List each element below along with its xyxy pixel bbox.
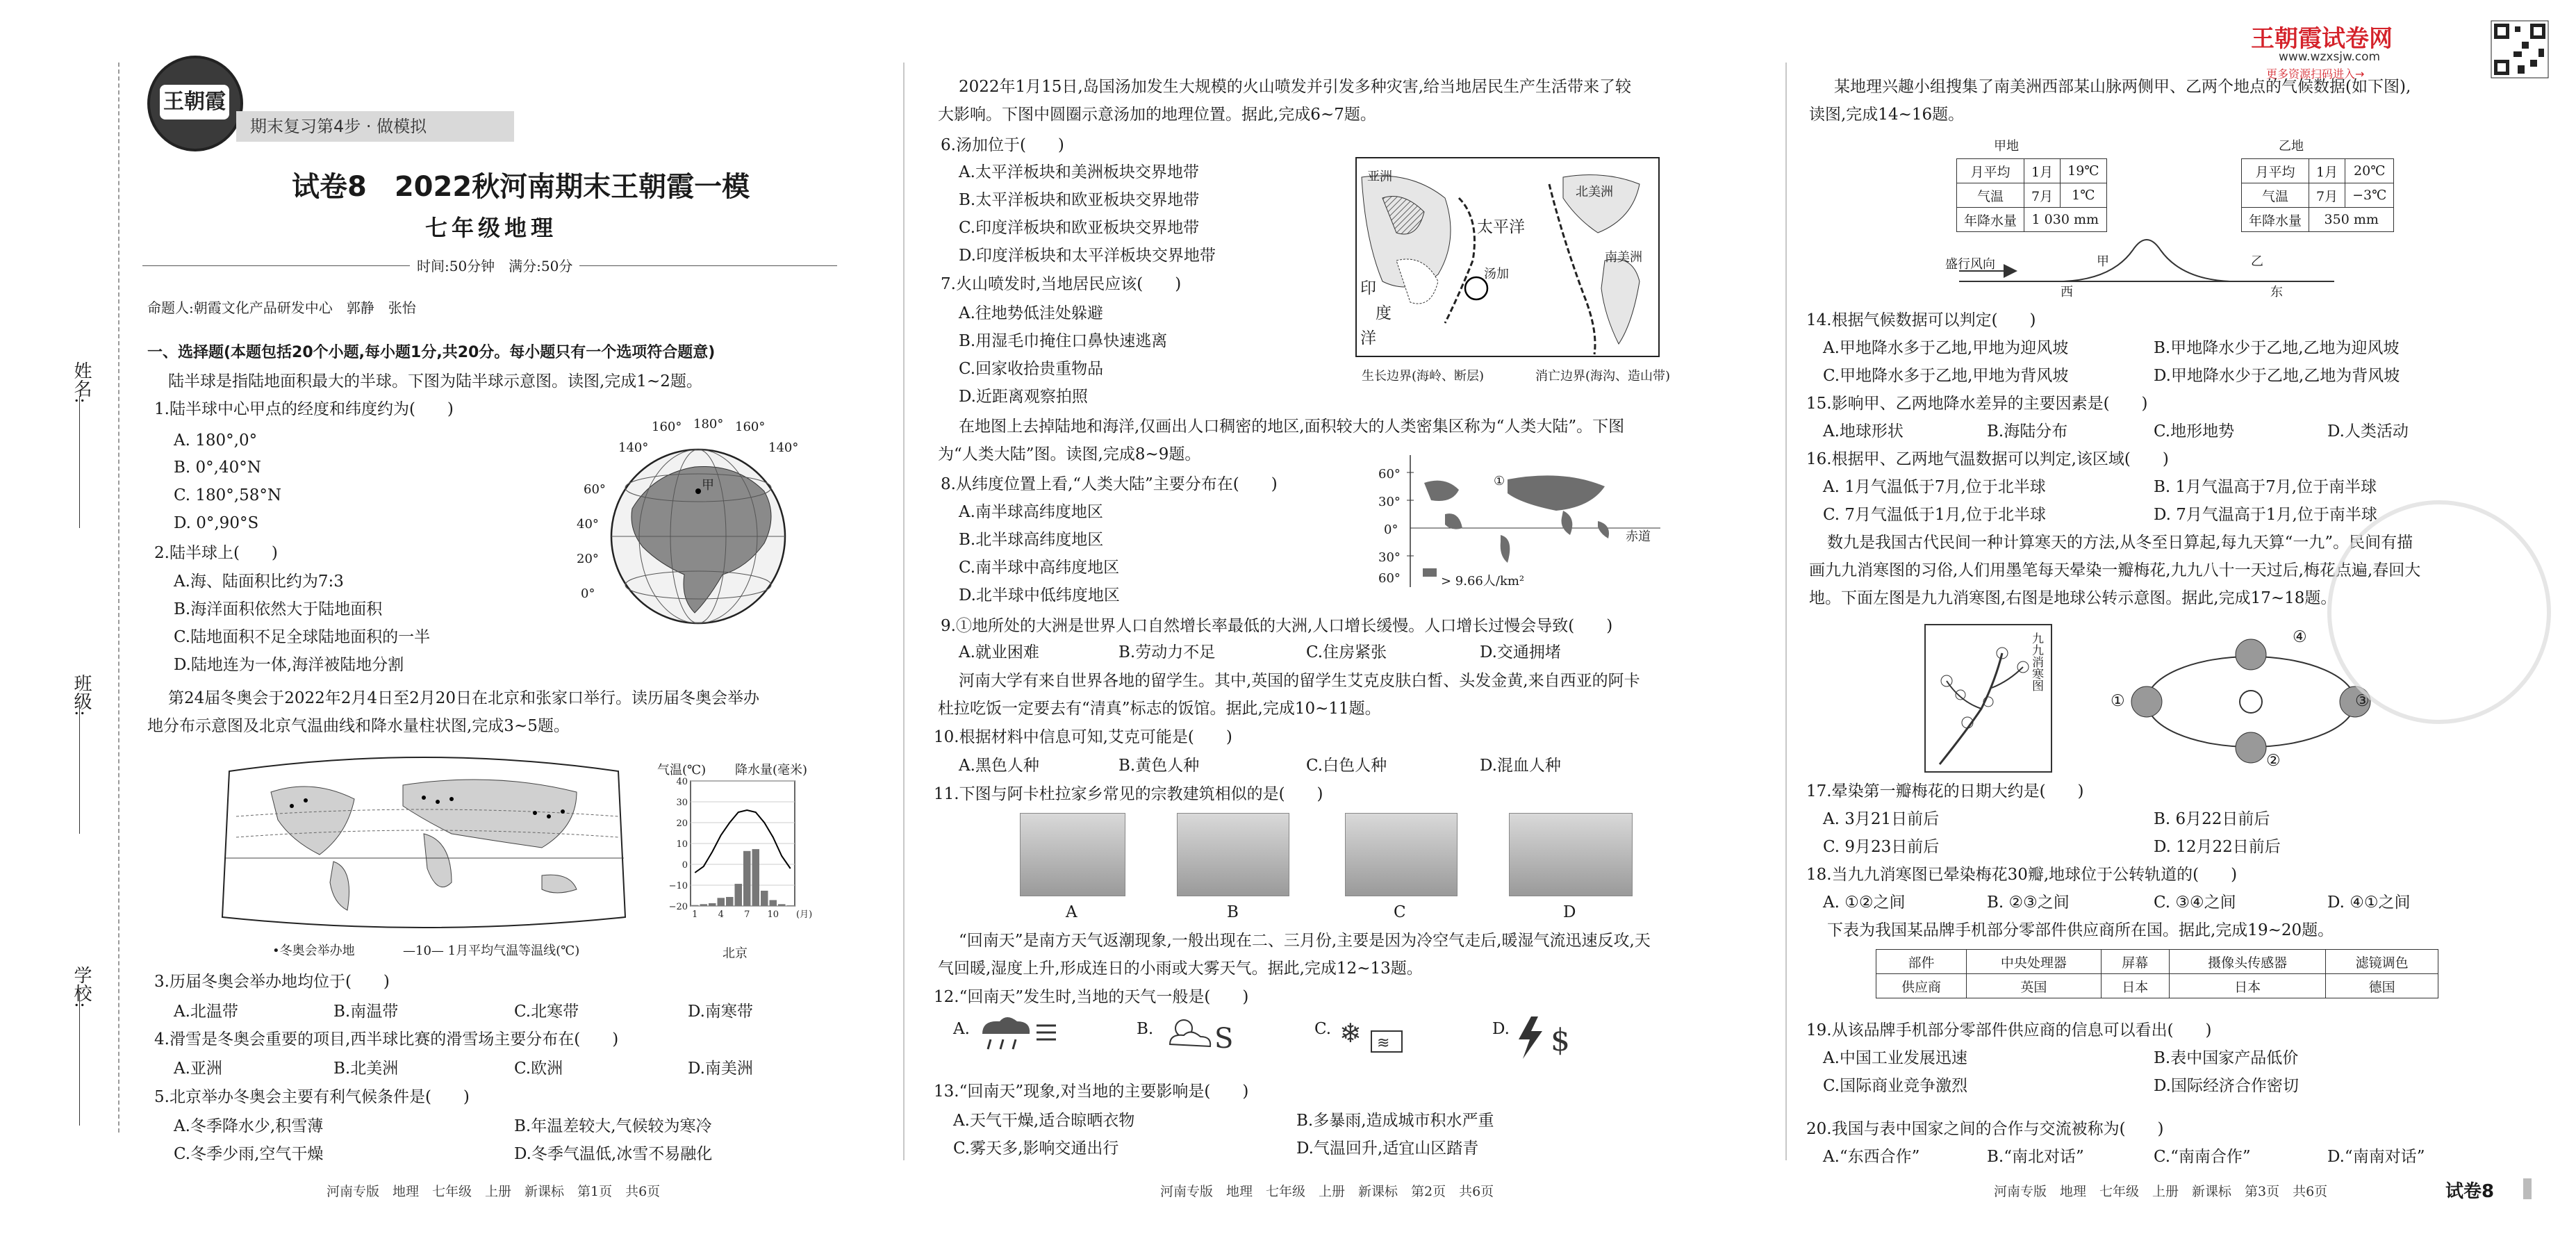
q6-option-a[interactable]: A.太平洋板块和美洲板块交界地带 <box>959 163 1199 181</box>
q16-option-a[interactable]: A. 1月气温低于7月,位于北半球 <box>1823 478 2046 496</box>
q17-option-b[interactable]: B. 6月22日前后 <box>2154 810 2270 828</box>
human-continent-map <box>1403 452 1660 591</box>
table-cell: 年降水量 <box>2242 208 2309 232</box>
plate-legend-growth: 生长边界(海岭、断层) <box>1362 369 1485 384</box>
q13-stem: 13.“回南天”现象,对当地的主要影响是( ) <box>934 1083 1249 1101</box>
q15-option-c[interactable]: C.地形地势 <box>2154 422 2235 441</box>
q18-option-a[interactable]: A. ①②之间 <box>1823 894 1906 912</box>
q18-option-d[interactable]: D. ④①之间 <box>2327 894 2411 912</box>
step-banner: 期末复习第4步 · 做模拟 <box>236 111 514 142</box>
plate-label-pacific: 太平洋 <box>1477 218 1525 236</box>
plate-label-asia: 亚洲 <box>1367 170 1392 184</box>
weather-snow-icon <box>1335 1013 1419 1062</box>
q1-option-a[interactable]: A. 180°,0° <box>174 431 258 450</box>
pop-map-lat-label: 60° <box>1378 571 1401 586</box>
brand-logo <box>147 56 243 151</box>
q3-5-intro-line2: 地分布示意图及北京气温曲线和降水量柱状图,完成3~5题。 <box>147 717 570 735</box>
q7-stem: 7.火山喷发时,当地居民应该( ) <box>941 275 1182 293</box>
q5-stem: 5.北京举办冬奥会主要有利气候条件是( ) <box>154 1088 470 1106</box>
q8-option-b[interactable]: B.北半球高纬度地区 <box>959 531 1104 549</box>
q13-option-c[interactable]: C.雾天多,影响交通出行 <box>953 1139 1119 1158</box>
table-cell: 供应商 <box>1876 974 1967 998</box>
q5-option-c[interactable]: C.冬季少雨,空气干燥 <box>174 1145 324 1163</box>
page-footer: 河南专版 地理 七年级 上册 新课标 第3页 共6页 <box>1994 1184 2328 1199</box>
building-photo-c <box>1345 813 1458 896</box>
orbit-position-4: ④ <box>2293 628 2307 646</box>
q10-stem: 10.根据材料中信息可知,艾克可能是( ) <box>934 728 1232 746</box>
q17-option-a[interactable]: A. 3月21日前后 <box>1823 810 1940 828</box>
q1-option-c[interactable]: C. 180°,58°N <box>174 486 282 504</box>
q19-option-b[interactable]: B.表中国家产品低价 <box>2154 1049 2299 1067</box>
q14-option-c[interactable]: C.甲地降水多于乙地,甲地为背风坡 <box>1823 367 2069 385</box>
pop-map-lat-label: 30° <box>1378 550 1401 565</box>
q9-option-b[interactable]: B.劳动力不足 <box>1118 643 1216 661</box>
q3-5-intro-line1: 第24届冬奥会于2022年2月4日至2月20日在北京和张家口举行。读历届冬奥会举办 <box>168 689 759 707</box>
q1-2-intro: 陆半球是指陆地面积最大的半球。下图为陆半球示意图。读图,完成1~2题。 <box>168 372 702 390</box>
q2-option-c[interactable]: C.陆地面积不足全球陆地面积的一半 <box>174 628 431 646</box>
q14-option-a[interactable]: A.甲地降水多于乙地,甲地为迎风坡 <box>1823 339 2069 357</box>
q10-option-b[interactable]: B.黄色人种 <box>1118 757 1200 775</box>
q17-18-intro-line3: 地。下面左图是九九消寒图,右图是地球公转示意图。据此,完成17~18题。 <box>1809 589 2337 607</box>
precip-bar <box>726 897 734 906</box>
precip-bar <box>778 904 786 906</box>
q1-option-b[interactable]: B. 0°,40°N <box>174 459 261 477</box>
q17-stem: 17.晕染第一瓣梅花的日期大约是( ) <box>1806 782 2084 800</box>
precip-bar <box>787 905 795 906</box>
pop-map-lat-label: 30° <box>1378 495 1401 509</box>
temp-tick-label: −20 <box>668 902 688 912</box>
plate-label-indian: 度 <box>1376 304 1392 322</box>
name-field-line[interactable] <box>79 396 80 528</box>
q6-option-c[interactable]: C.印度洋板块和欧亚板块交界地带 <box>959 219 1200 237</box>
precip-bar <box>761 891 768 906</box>
svg-text:❄: ❄ <box>1339 1018 1362 1048</box>
weather-rain-fog-icon <box>975 1013 1059 1062</box>
plate-label-south-america: 南美洲 <box>1605 250 1642 265</box>
table-cell: 350 mm <box>2309 208 2394 232</box>
plum-chart-caption: 九九消寒图 <box>2029 632 2043 691</box>
pop-map-lat-label: 0° <box>1384 522 1398 537</box>
table-cell: 德国 <box>2326 974 2438 998</box>
climate-chart-title: 北京 <box>723 946 748 961</box>
precip-bar <box>752 849 760 906</box>
weather-sun-cloud-dust-icon <box>1156 1013 1239 1062</box>
q18-option-b[interactable]: B. ②③之间 <box>1987 894 2070 912</box>
pop-map-marker: ① <box>1494 474 1505 488</box>
q14-stem: 14.根据气候数据可以判定( ) <box>1806 311 2036 329</box>
q4-option-c[interactable]: C.欧洲 <box>514 1060 563 1078</box>
table-header-cell: 滤镜调色 <box>2326 950 2438 974</box>
table-cell: 年降水量 <box>1957 208 2024 232</box>
table-cell: 20℃ <box>2345 159 2394 183</box>
q10-11-intro-line1: 河南大学有来自世界各地的留学生。其中,英国的留学生艾克皮肤白皙、头发金黄,来自西亚的阿卡 <box>959 672 1640 690</box>
site-jia-table <box>1956 158 2107 232</box>
q16-option-c[interactable]: C. 7月气温低于1月,位于北半球 <box>1823 506 2046 524</box>
q2-stem: 2.陆半球上( ) <box>154 544 278 562</box>
class-field-line[interactable] <box>79 702 80 834</box>
table-header-cell: 摄像头传感器 <box>2170 950 2326 974</box>
map-legend-isotherm: —10— 1月平均气温等温线(℃) <box>403 944 580 958</box>
q17-18-intro-line2: 画九九消寒图的习俗,人们用墨笔每天晕染一瓣梅花,九九八十一天过后,梅花点遍,春回大 <box>1809 561 2421 579</box>
q8-9-intro-line1: 在地图上去掉陆地和海洋,仅画出人口稠密的地区,面积较大的人类密集区称为“人类大陆”。下图 <box>959 418 1625 436</box>
mountain-east-label: 东 <box>2270 285 2283 299</box>
globe-lat-label: 40° <box>577 517 599 532</box>
q2-option-d[interactable]: D.陆地连为一体,海洋被陆地分割 <box>174 656 404 674</box>
precip-bar <box>743 851 751 906</box>
globe-lon-label: 140° <box>768 441 799 455</box>
q19-stem: 19.从该品牌手机部分零部件供应商的信息可以看出( ) <box>1806 1021 2212 1039</box>
q2-option-b[interactable]: B.海洋面积依然大于陆地面积 <box>174 600 383 618</box>
q20-stem: 20.我国与表中国家之间的合作与交流被称为( ) <box>1806 1120 2164 1138</box>
q13-option-a[interactable]: A.天气干燥,适合晾晒衣物 <box>953 1112 1135 1130</box>
q7-option-c[interactable]: C.回家收拾贵重物品 <box>959 360 1104 378</box>
q14-option-b[interactable]: B.甲地降水少于乙地,乙地为迎风坡 <box>2154 339 2400 357</box>
q6-option-b[interactable]: B.太平洋板块和欧亚板块交界地带 <box>959 191 1200 209</box>
table-cell: 1月 <box>2309 159 2345 183</box>
svg-text:$: $ <box>1551 1023 1570 1058</box>
q17-option-c[interactable]: C. 9月23日前后 <box>1823 838 1940 856</box>
q8-option-d[interactable]: D.北半球中低纬度地区 <box>959 586 1120 604</box>
table-header-cell: 屏幕 <box>2101 950 2169 974</box>
site-yi-table <box>2241 158 2394 232</box>
q6-option-d[interactable]: D.印度洋板块和太平洋板块交界地带 <box>959 247 1216 265</box>
q8-9-intro-line2: 为“人类大陆”图。读图,完成8~9题。 <box>938 445 1201 463</box>
q9-option-d[interactable]: D.交通拥堵 <box>1480 643 1561 661</box>
watermark-seal <box>2327 500 2551 724</box>
plate-label-indian: 洋 <box>1360 329 1376 347</box>
month-tick-label: 10 <box>767 909 779 920</box>
temp-tick-label: −10 <box>668 881 688 891</box>
q9-stem: 9.①地所处的大洲是世界人口自然增长率最低的大洲,人口增长缓慢。人口增长过慢会导致( ) <box>941 617 1613 635</box>
q10-11-intro-line2: 杜拉吃饭一定要去有“清真”标志的饭馆。据此,完成10~11题。 <box>938 700 1381 718</box>
pop-map-equator-label: 赤道 <box>1626 529 1651 544</box>
supplier-table <box>1876 949 2438 998</box>
building-photo-a <box>1020 813 1125 896</box>
q17-option-d[interactable]: D. 12月22日前后 <box>2154 838 2281 856</box>
binding-line <box>118 63 119 1133</box>
wind-direction-label: 盛行风向 <box>1945 257 1995 272</box>
q18-stem: 18.当九九消寒图已晕染梅花30瓣,地球位于公转轨道的( ) <box>1806 866 2238 884</box>
temp-tick-label: 30 <box>676 798 688 808</box>
q5-option-d[interactable]: D.冬季气温低,冰雪不易融化 <box>514 1145 713 1163</box>
q8-stem: 8.从纬度位置上看,“人类大陆”主要分布在( ) <box>941 475 1278 493</box>
exam-subtitle: 七年级地理 <box>425 215 558 241</box>
building-photo-d <box>1509 813 1633 896</box>
qr-code-icon[interactable] <box>2491 21 2548 78</box>
table-cell: 1℃ <box>2061 183 2106 208</box>
q3-stem: 3.历届冬奥会举办地均位于( ) <box>154 973 390 991</box>
orbit-position-2: ② <box>2266 752 2281 770</box>
q19-option-d[interactable]: D.国际经济合作密切 <box>2154 1077 2299 1095</box>
class-field-label: 班级: <box>71 674 92 716</box>
section-heading: 一、选择题(本题包括20个小题,每小题1分,共20分。每小题只有一个选项符合题意) <box>147 344 716 361</box>
q2-option-a[interactable]: A.海、陆面积比约为7:3 <box>174 573 344 591</box>
q13-option-d[interactable]: D.气温回升,适宜山区踏青 <box>1296 1139 1479 1158</box>
q10-option-a[interactable]: A.黑色人种 <box>959 757 1039 775</box>
table-cell: 1 030 mm <box>2024 208 2107 232</box>
page-footer: 河南专版 地理 七年级 上册 新课标 第2页 共6页 <box>1160 1184 1494 1199</box>
q8-option-c[interactable]: C.南半球中高纬度地区 <box>959 559 1120 577</box>
q12-stem: 12.“回南天”发生时,当地的天气一般是( ) <box>934 988 1249 1006</box>
q12-option-c[interactable]: C. <box>1314 1020 1332 1038</box>
q16-option-b[interactable]: B. 1月气温高于7月,位于南半球 <box>2154 478 2377 496</box>
globe-lat-label: 60° <box>584 482 606 497</box>
site-name: 王朝霞试卷网 <box>2251 25 2393 53</box>
q15-stem: 15.影响甲、乙两地降水差异的主要因素是( ) <box>1806 395 2148 413</box>
plate-label-indian: 印 <box>1360 279 1376 297</box>
orbit-position-1: ① <box>2111 692 2125 710</box>
q5-option-a[interactable]: A.冬季降水少,积雪薄 <box>174 1117 324 1135</box>
q20-option-c[interactable]: C.“南南合作” <box>2154 1148 2251 1166</box>
precip-bar <box>770 900 777 906</box>
q19-20-intro: 下表为我国某品牌手机部分零部件供应商所在国。据此,完成19~20题。 <box>1827 921 2334 939</box>
exam-title: 试卷8 2022秋河南期末王朝霞一模 <box>292 171 750 203</box>
table-header-cell: 部件 <box>1876 950 1967 974</box>
precip-bar <box>709 903 716 906</box>
q16-option-d[interactable]: D. 7月气温高于1月,位于南半球 <box>2154 506 2377 524</box>
q7-option-b[interactable]: B.用湿毛巾掩住口鼻快速逃离 <box>959 332 1168 350</box>
table-cell: 气温 <box>2242 183 2309 208</box>
table-cell: 1月 <box>2024 159 2061 183</box>
temperature-line <box>695 810 791 873</box>
site-slogan: 更多资源扫码进入→ <box>2266 67 2365 81</box>
q13-option-b[interactable]: B.多暴雨,造成城市积水严重 <box>1296 1112 1494 1130</box>
q5-option-b[interactable]: B.年温差较大,气候较为寒冷 <box>514 1117 712 1135</box>
climate-temp-axis-title: 气温(℃) <box>657 763 707 777</box>
svg-text:≋: ≋ <box>1377 1035 1390 1052</box>
tag-marker <box>2523 1178 2532 1199</box>
exam-authors: 命题人:朝霞文化产品研发中心 郭静 张怡 <box>147 299 416 316</box>
globe-lat-label: 20° <box>577 552 599 566</box>
q7-option-d[interactable]: D.近距离观察拍照 <box>959 388 1088 406</box>
table-cell: 英国 <box>1967 974 2101 998</box>
q12-option-d[interactable]: D. <box>1492 1020 1510 1038</box>
plate-legend-subduction: 消亡边界(海沟、造山带) <box>1535 369 1671 384</box>
q12-option-b[interactable]: B. <box>1137 1020 1154 1038</box>
column-divider <box>1785 63 1787 1160</box>
q9-option-c[interactable]: C.住房紧张 <box>1306 643 1387 661</box>
month-tick-label: 1 <box>692 909 698 920</box>
site-jia-title: 甲地 <box>1994 139 2019 154</box>
temp-tick-label: 10 <box>676 839 688 850</box>
q4-option-b[interactable]: B.北美洲 <box>333 1060 399 1078</box>
exam-meta: 时间:50分钟 满分:50分 <box>410 256 579 277</box>
table-cell: 日本 <box>2101 974 2169 998</box>
column-divider <box>903 63 905 1160</box>
mountain-profile <box>1959 229 2348 292</box>
q11-option-c[interactable]: C <box>1394 903 1406 921</box>
mountain-yi-label: 乙 <box>2251 254 2263 269</box>
q15-option-b[interactable]: B.海陆分布 <box>1987 422 2068 441</box>
precip-bar <box>718 898 725 906</box>
precip-bar <box>691 905 699 906</box>
orbit-position-3: ③ <box>2355 692 2370 710</box>
q4-stem: 4.滑雪是冬奥会重要的项目,西半球比赛的滑雪场主要分布在( ) <box>154 1030 619 1048</box>
school-field-label: 学校: <box>71 966 92 1008</box>
q11-option-a[interactable]: A <box>1066 903 1078 921</box>
q9-option-a[interactable]: A.就业困难 <box>959 643 1039 661</box>
month-axis-label: (月) <box>796 909 813 920</box>
pop-map-lat-label: 60° <box>1378 467 1401 481</box>
svg-text:S: S <box>1214 1023 1234 1055</box>
q4-option-a[interactable]: A.亚洲 <box>174 1060 222 1078</box>
q14-option-d[interactable]: D.甲地降水少于乙地,乙地为背风坡 <box>2154 367 2400 385</box>
logo-text: 王朝霞 <box>160 85 229 120</box>
globe-lon-label: 140° <box>618 441 649 455</box>
q17-18-intro-line1: 数九是我国古代民间一种计算寒天的方法,从冬至日算起,每九天算“一九”。民间有描 <box>1827 534 2413 552</box>
precip-bar <box>700 904 708 906</box>
precip-bar <box>735 884 743 906</box>
q12-13-intro-line2: 气回暖,湿度上升,形成连日的小雨或大雾天气。据此,完成12~13题。 <box>938 960 1423 978</box>
globe-lon-label: 180° <box>693 417 724 431</box>
building-photo-b <box>1177 813 1289 896</box>
q20-option-a[interactable]: A.“东西合作” <box>1823 1148 1920 1166</box>
q20-option-b[interactable]: B.“南北对话” <box>1987 1148 2084 1166</box>
q12-option-a[interactable]: A. <box>953 1020 970 1038</box>
temp-tick-label: 0 <box>682 860 688 871</box>
q16-stem: 16.根据甲、乙两地气温数据可以判定,该区域( ) <box>1806 450 2169 468</box>
q10-option-d[interactable]: D.混血人种 <box>1480 757 1561 775</box>
q1-option-d[interactable]: D. 0°,90°S <box>174 514 259 532</box>
q14-16-intro-line2: 读图,完成14~16题。 <box>1809 106 1965 124</box>
site-yi-title: 乙地 <box>2279 139 2304 154</box>
q19-option-c[interactable]: C.国际商业竞争激烈 <box>1823 1077 1968 1095</box>
q1-stem: 1.陆半球中心甲点的经度和纬度约为( ) <box>154 400 454 418</box>
q12-13-intro-line1: “回南天”是南方天气返潮现象,一般出现在二、三月份,主要是因为冷空气走后,暖湿气流迅速反攻,天 <box>959 932 1651 950</box>
q4-option-d[interactable]: D.南美洲 <box>688 1060 753 1078</box>
q3-option-d[interactable]: D.南寒带 <box>688 1003 753 1021</box>
table-cell: 日本 <box>2170 974 2326 998</box>
name-field-label: 姓名: <box>71 361 92 404</box>
q6-7-intro-line1: 2022年1月15日,岛国汤加发生大规模的火山喷发并引发多种灾害,给当地居民生产生活带来了较 <box>959 78 1632 96</box>
temp-tick-label: 40 <box>676 777 688 787</box>
climate-precip-axis-title: 降水量(毫米) <box>735 763 808 777</box>
q18-option-c[interactable]: C. ③④之间 <box>2154 894 2236 912</box>
mountain-jia-label: 甲 <box>2097 254 2109 269</box>
q7-option-a[interactable]: A.往地势低洼处躲避 <box>959 304 1103 322</box>
site-url[interactable]: www.wzxsjw.com <box>2279 50 2381 64</box>
plate-label-tonga: 汤加 <box>1484 267 1509 281</box>
table-cell: 月平均 <box>2242 159 2309 183</box>
q19-option-a[interactable]: A.中国工业发展迅速 <box>1823 1049 1967 1067</box>
table-cell: 19℃ <box>2061 159 2106 183</box>
exam-tag: 试卷8 <box>2445 1181 2495 1202</box>
table-header-cell: 中央处理器 <box>1967 950 2101 974</box>
plum-blossom-chart <box>1924 624 2052 773</box>
globe-lat-label: 0° <box>581 586 595 601</box>
pop-map-legend: > 9.66人/km² <box>1441 574 1525 588</box>
globe-point-label: 甲 <box>702 478 714 493</box>
table-cell: 7月 <box>2309 183 2345 208</box>
school-field-line[interactable] <box>79 994 80 1126</box>
winter-olympics-map <box>215 750 632 938</box>
q15-option-a[interactable]: A.地球形状 <box>1823 422 1904 441</box>
table-cell: 7月 <box>2024 183 2061 208</box>
weather-thunder-wind-icon <box>1510 1013 1594 1062</box>
month-tick-label: 4 <box>718 909 724 920</box>
q10-option-c[interactable]: C.白色人种 <box>1306 757 1387 775</box>
q3-option-c[interactable]: C.北寒带 <box>514 1003 579 1021</box>
q14-16-intro-line1: 某地理兴趣小组搜集了南美洲西部某山脉两侧甲、乙两个地点的气候数据(如下图), <box>1834 78 2411 96</box>
q11-option-d[interactable]: D <box>1563 903 1576 921</box>
table-cell: 气温 <box>1957 183 2024 208</box>
page-footer: 河南专版 地理 七年级 上册 新课标 第1页 共6页 <box>327 1184 661 1199</box>
globe-lon-label: 160° <box>652 420 682 434</box>
land-hemisphere-figure <box>591 425 806 648</box>
table-cell: 月平均 <box>1957 159 2024 183</box>
temp-tick-label: 20 <box>676 818 688 829</box>
q20-option-d[interactable]: D.“南南对话” <box>2327 1148 2425 1166</box>
q6-stem: 6.汤加位于( ) <box>941 136 1064 154</box>
plate-label-north-america: 北美洲 <box>1576 185 1613 199</box>
q6-7-intro-line2: 大影响。下图中圆圈示意汤加的地理位置。据此,完成6~7题。 <box>938 106 1376 124</box>
q8-option-a[interactable]: A.南半球高纬度地区 <box>959 503 1103 521</box>
map-legend-host: •冬奥会举办地 <box>272 944 355 958</box>
month-tick-label: 7 <box>744 909 750 920</box>
mountain-west-label: 西 <box>2061 285 2073 299</box>
q3-option-a[interactable]: A.北温带 <box>174 1003 238 1021</box>
q11-option-b[interactable]: B <box>1227 903 1239 921</box>
q3-option-b[interactable]: B.南温带 <box>333 1003 399 1021</box>
q11-stem: 11.下图与阿卡杜拉家乡常见的宗教建筑相似的是( ) <box>934 785 1323 803</box>
beijing-climate-chart <box>667 777 813 927</box>
globe-lon-label: 160° <box>735 420 766 434</box>
q15-option-d[interactable]: D.人类活动 <box>2327 422 2409 441</box>
table-cell: −3℃ <box>2345 183 2394 208</box>
